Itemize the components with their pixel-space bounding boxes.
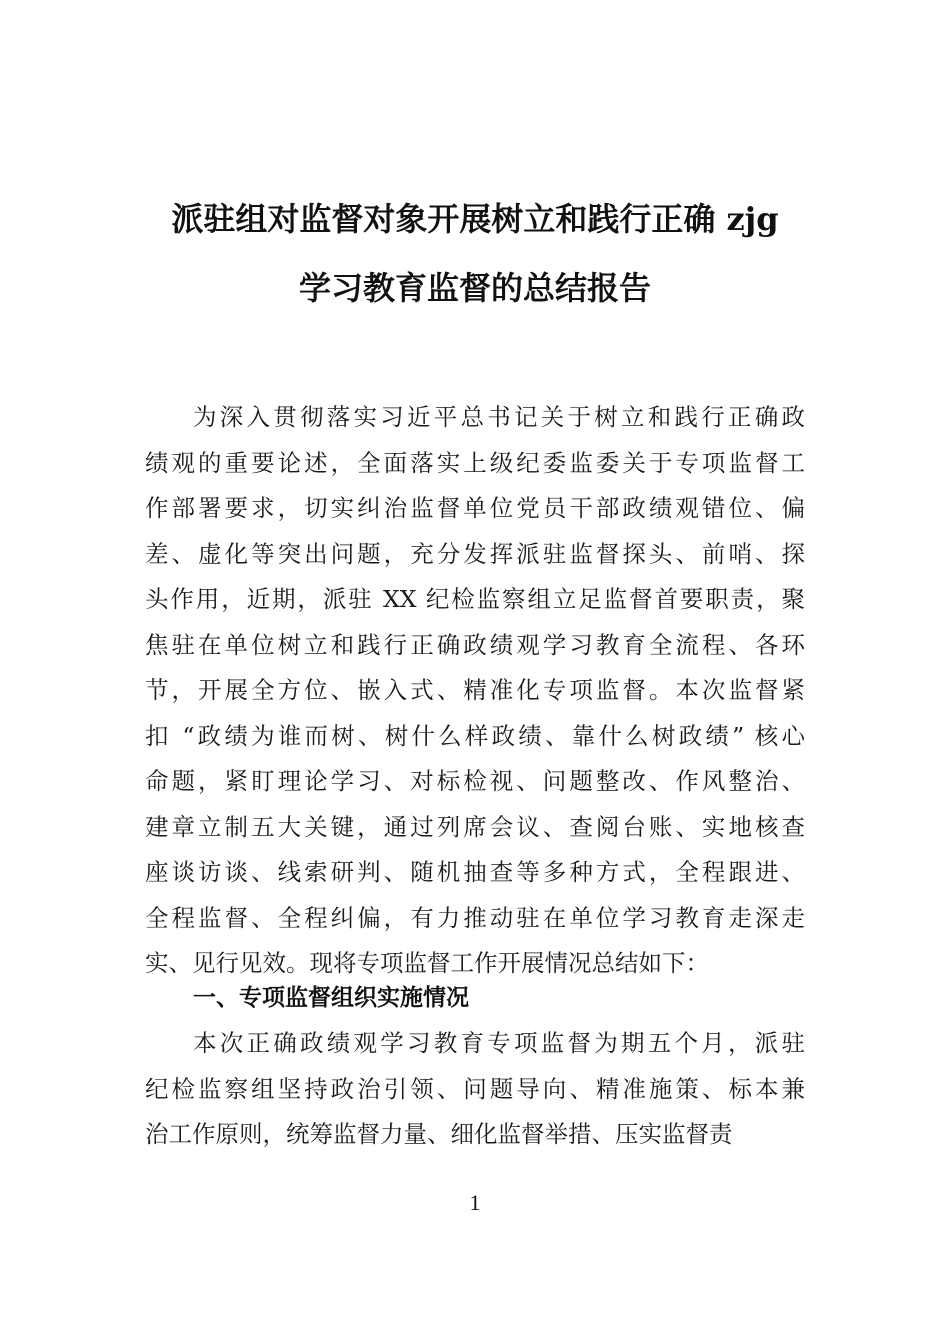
text-line: 扣 “政绩为谁而树、树什么样政绩、靠什么树政绩” 核心: [145, 721, 805, 750]
text-line: 座谈访谈、线索研判、随机抽查等多种方式，全程跟进、: [145, 858, 805, 886]
text-line: 绩观的重要论述，全面落实上级纪委监委关于专项监督工: [145, 448, 805, 477]
document-title-line-1: 派驻组对监督对象开展树立和践行正确 zjg: [171, 200, 779, 238]
text-line: 命题，紧盯理论学习、对标检视、问题整改、作风整治、: [145, 767, 805, 795]
text-line: 头作用，近期，派驻 XX 纪检监察组立足监督首要职责，聚: [145, 585, 805, 613]
section-1-heading: 一、专项监督组织实施情况: [193, 985, 469, 1011]
text-line: 全程监督、全程纠偏，有力推动驻在单位学习教育走深走: [145, 903, 805, 932]
text-line: 差、虚化等突出问题，充分发挥派驻监督探头、前哨、探: [145, 539, 805, 568]
text-line: 建章立制五大关键，通过列席会议、查阅台账、实地核查: [145, 812, 805, 841]
text-line: 本次正确政绩观学习教育专项监督为期五个月，派驻: [193, 1029, 805, 1057]
text-line: 为深入贯彻落实习近平总书记关于树立和践行正确政: [193, 403, 805, 431]
text-line: 纪检监察组坚持政治引领、问题导向、精准施策、标本兼: [145, 1074, 805, 1103]
text-line: 焦驻在单位树立和践行正确政绩观学习教育全流程、各环: [145, 630, 805, 659]
page-number: 1: [469, 1190, 481, 1215]
text-line: 节，开展全方位、嵌入式、精准化专项监督。本次监督紧: [145, 676, 805, 704]
document-title-line-2: 学习教育监督的总结报告: [298, 269, 651, 307]
text-line: 作部署要求，切实纠治监督单位党员干部政绩观错位、偏: [145, 494, 805, 522]
text-line: 实、见行见效。现将专项监督工作开展情况总结如下：: [145, 949, 709, 977]
text-line: 治工作原则，统筹监督力量、细化监督举措、压实监督责: [145, 1120, 733, 1148]
